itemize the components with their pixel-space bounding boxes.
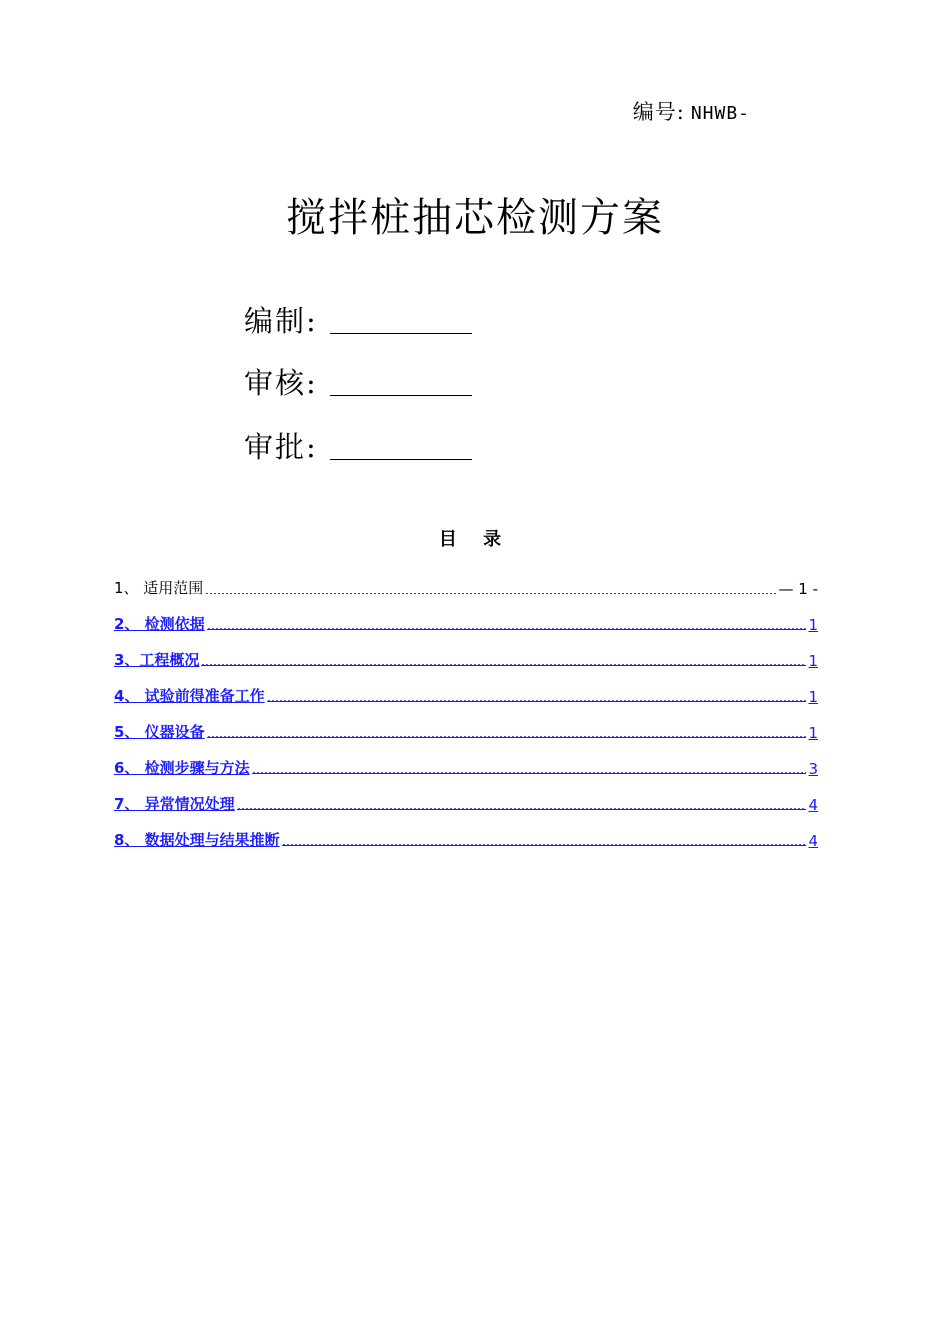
signature-label: 审批: [244, 430, 318, 464]
toc-item-text[interactable]: 6、 检测步骤与方法 [114, 759, 250, 777]
toc-leader-dots [252, 772, 807, 774]
signature-label: 编制: [244, 304, 318, 338]
signature-line [330, 458, 472, 460]
signature-row-approve [244, 426, 472, 466]
toc-item-page[interactable]: 3 [808, 760, 818, 778]
signature-line [330, 332, 472, 334]
toc-link-5[interactable] [114, 706, 818, 742]
toc-item-page[interactable]: 1 [808, 688, 818, 706]
toc-item-text[interactable]: 4、 试验前得准备工作 [114, 687, 265, 705]
toc-item-text[interactable]: 7、 异常情况处理 [114, 795, 235, 813]
toc-item-text[interactable]: 2、 检测依据 [114, 615, 205, 633]
toc-item-1 [114, 562, 818, 598]
toc-link-8[interactable] [114, 814, 818, 850]
toc-heading: 目 录 [438, 529, 512, 550]
toc-item-page[interactable]: 1 [808, 616, 818, 634]
toc-item-page[interactable]: 4 [808, 796, 818, 814]
signature-row-review [244, 362, 472, 402]
toc-leader-dots [237, 808, 807, 810]
toc-leader-dots [205, 593, 776, 594]
signature-line [330, 394, 472, 396]
document-number-code: NHWB- [690, 103, 750, 124]
toc-item-page: — 1 - [778, 580, 818, 598]
toc-leader-dots [207, 736, 807, 738]
table-of-contents [114, 562, 818, 850]
page-title: 搅拌桩抽芯检测方案 [286, 195, 664, 241]
toc-item-text[interactable]: 5、 仪器设备 [114, 723, 205, 741]
toc-link-7[interactable] [114, 778, 818, 814]
toc-item-text[interactable]: 3、工程概况 [114, 651, 200, 669]
signature-row-compile [244, 300, 472, 340]
document-number [633, 96, 750, 126]
document-number-label: 编号: [632, 100, 685, 124]
toc-leader-dots [207, 628, 807, 630]
toc-item-page[interactable]: 1 [808, 652, 818, 670]
toc-leader-dots [282, 844, 807, 846]
toc-link-6[interactable] [114, 742, 818, 778]
toc-link-4[interactable] [114, 670, 818, 706]
toc-item-text[interactable]: 8、 数据处理与结果推断 [114, 831, 280, 849]
toc-link-3[interactable] [114, 634, 818, 670]
signature-label: 审核: [244, 366, 318, 400]
toc-item-page[interactable]: 1 [808, 724, 818, 742]
toc-leader-dots [267, 700, 807, 702]
toc-leader-dots [201, 664, 806, 666]
toc-link-2[interactable] [114, 598, 818, 634]
toc-item-text: 1、 适用范围 [114, 579, 204, 597]
toc-item-page[interactable]: 4 [808, 832, 818, 850]
